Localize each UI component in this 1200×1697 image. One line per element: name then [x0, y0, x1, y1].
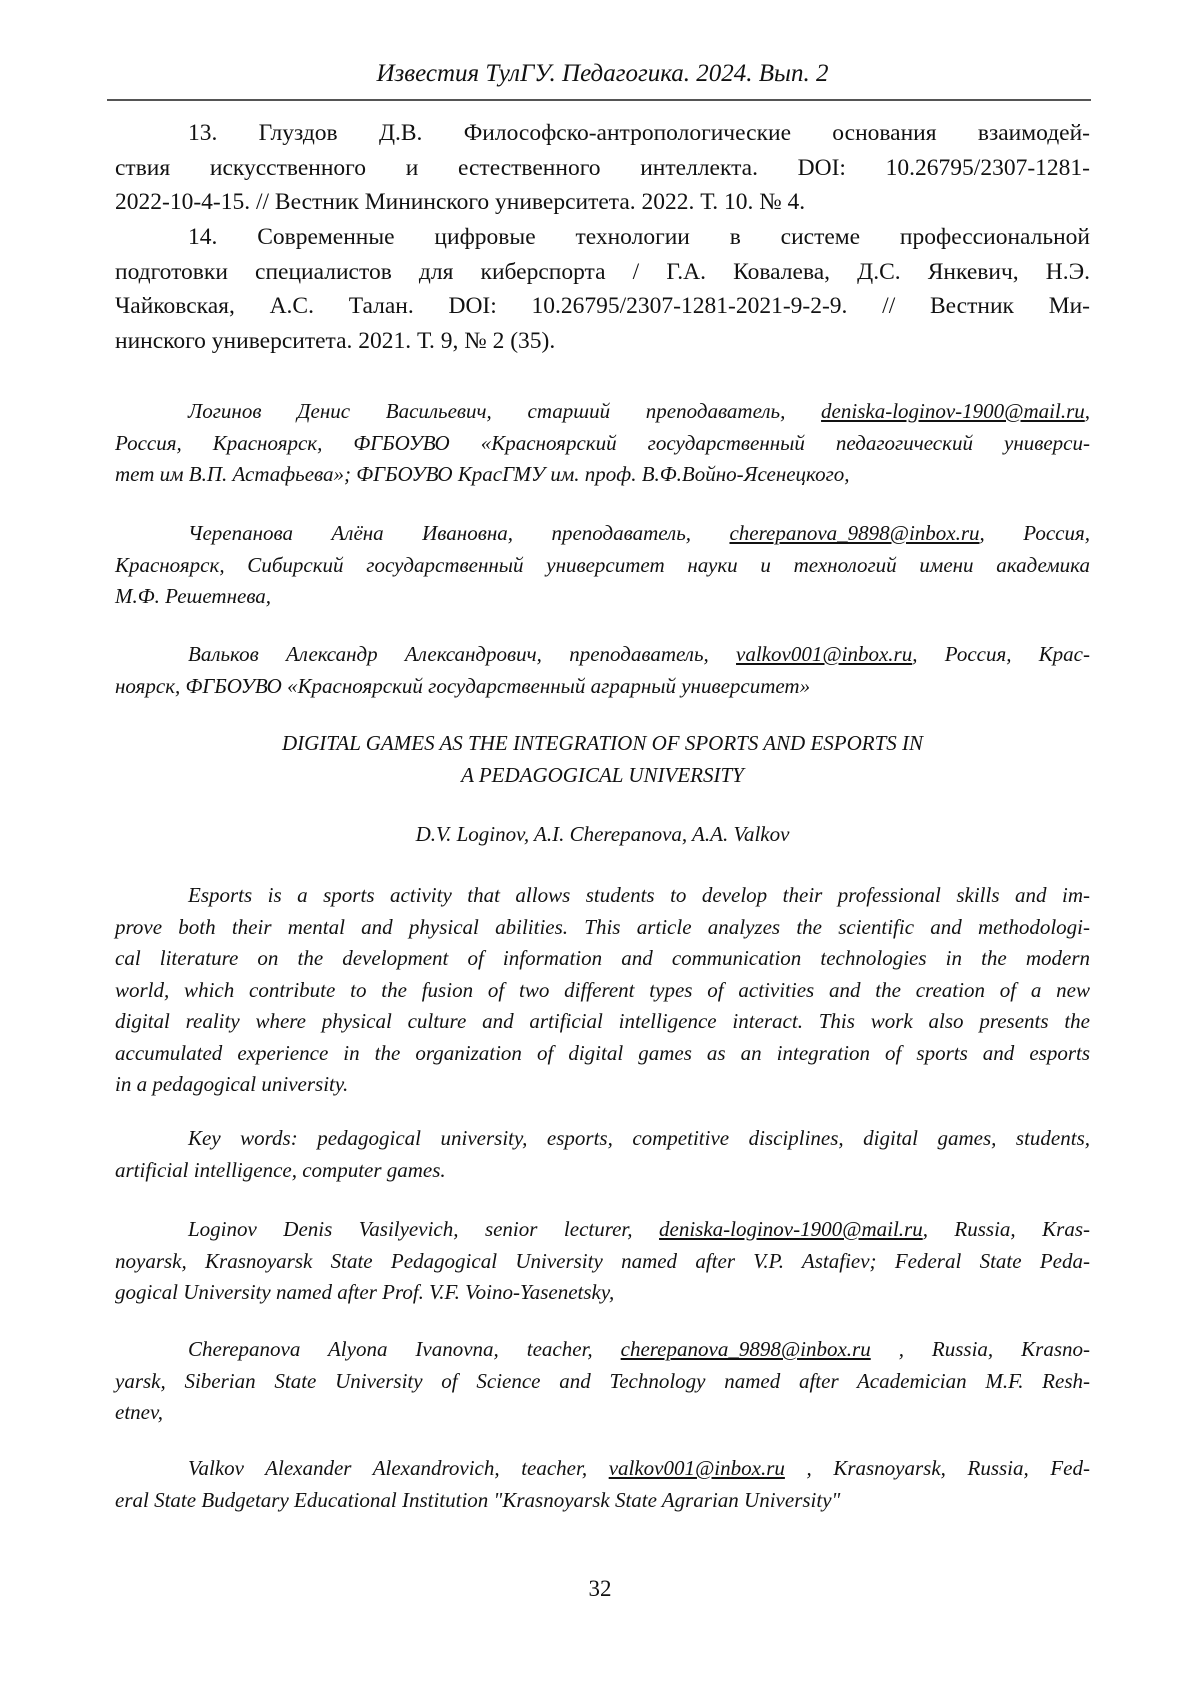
email-link[interactable]: cherepanova_9898@inbox.ru	[621, 1337, 871, 1361]
author-info-ru-loginov	[115, 396, 1090, 491]
text-segment: , Russia, Krasno-	[871, 1337, 1090, 1361]
reference-14	[115, 220, 1090, 359]
page-number: 32	[0, 1574, 1200, 1604]
text-segment: cal literature on the development of information and communication technologies in the modern	[115, 946, 1090, 970]
author-info-en-valkov	[115, 1453, 1090, 1516]
author-info-ru-valkov	[115, 639, 1090, 702]
text-segment: accumulated experience in the organization of digital games as an integration of sports and esports	[115, 1041, 1090, 1065]
text-segment: ноярск, ФГБОУВО «Красноярский государственный аграрный университет»	[115, 674, 810, 698]
text-line	[115, 581, 1090, 613]
text-segment: 14. Современные цифровые технологии в системе профессиональной	[188, 224, 1090, 250]
email-link[interactable]: deniska-loginov-1900@mail.ru	[659, 1217, 923, 1241]
text-segment: 13. Глуздов Д.В. Философско-антропологические основания взаимодей-	[188, 120, 1090, 146]
text-line	[115, 671, 1090, 703]
text-line	[115, 880, 1090, 912]
text-segment: world, which contribute to the fusion of two different types of activities and the creation of a new	[115, 978, 1090, 1002]
text-line	[115, 1038, 1090, 1070]
text-line	[115, 116, 1090, 151]
text-line	[115, 518, 1090, 550]
text-segment: ,	[1085, 399, 1090, 423]
text-segment: Cherepanova Alyona Ivanovna, teacher,	[188, 1337, 621, 1361]
text-line	[115, 1214, 1090, 1246]
text-line	[115, 255, 1090, 290]
text-segment: Россия, Красноярск, ФГБОУВО «Красноярский государственный педагогический универси-	[115, 431, 1090, 455]
text-segment: ствия искусственного и естественного интеллекта. DOI: 10.26795/2307-1281-	[115, 155, 1090, 181]
text-segment: etnev,	[115, 1400, 163, 1424]
text-line	[115, 819, 1090, 851]
text-segment: , Россия, Крас-	[912, 642, 1090, 666]
text-segment: in a pedagogical university.	[115, 1072, 348, 1096]
text-line	[115, 1123, 1090, 1155]
text-segment: 2022-10-4-15. // Вестник Мининского университета. 2022. Т. 10. № 4.	[115, 189, 805, 215]
text-segment: Key words: pedagogical university, esports, competitive disciplines, digital games, students,	[188, 1126, 1090, 1150]
article-title-en	[115, 728, 1090, 791]
text-segment: , Russia, Kras-	[923, 1217, 1090, 1241]
article-authors-en	[115, 819, 1090, 851]
text-segment: DIGITAL GAMES AS THE INTEGRATION OF SPORTS AND ESPORTS IN	[282, 731, 923, 755]
text-segment: yarsk, Siberian State University of Science and Technology named after Academician M.F. Resh-	[115, 1369, 1090, 1393]
email-link[interactable]: valkov001@inbox.ru	[609, 1456, 785, 1480]
text-line	[115, 396, 1090, 428]
text-line	[115, 324, 1090, 359]
text-line	[115, 639, 1090, 671]
text-segment: Loginov Denis Vasilyevich, senior lecturer,	[188, 1217, 659, 1241]
text-line	[115, 550, 1090, 582]
text-line	[115, 1453, 1090, 1485]
text-segment: М.Ф. Решетнева,	[115, 584, 271, 608]
text-line	[115, 459, 1090, 491]
email-link[interactable]: valkov001@inbox.ru	[736, 642, 912, 666]
text-line	[115, 220, 1090, 255]
text-segment: gogical University named after Prof. V.F. Voino-Yasenetsky,	[115, 1280, 614, 1304]
text-segment: A PEDAGOGICAL UNIVERSITY	[461, 763, 744, 787]
text-line	[115, 185, 1090, 220]
text-segment: noyarsk, Krasnoyarsk State Pedagogical University named after V.P. Astafiev; Federal State Peda-	[115, 1249, 1090, 1273]
text-segment: , Россия,	[980, 521, 1090, 545]
text-line	[115, 1334, 1090, 1366]
text-segment: Черепанова Алёна Ивановна, преподаватель,	[188, 521, 729, 545]
author-info-en-loginov	[115, 1214, 1090, 1309]
text-segment: подготовки специалистов для киберспорта / Г.А. Ковалева, Д.С. Янкевич, Н.Э.	[115, 259, 1090, 285]
keywords	[115, 1123, 1090, 1186]
abstract	[115, 880, 1090, 1101]
text-segment: D.V. Loginov, A.I. Cherepanova, A.A. Valkov	[416, 822, 790, 846]
text-segment: eral State Budgetary Educational Institution "Krasnoyarsk State Agrarian University"	[115, 1488, 840, 1512]
author-info-ru-cherepanova	[115, 518, 1090, 613]
text-segment: Valkov Alexander Alexandrovich, teacher,	[188, 1456, 609, 1480]
text-line	[115, 760, 1090, 792]
text-segment: digital reality where physical culture and artificial intelligence interact. This work also presents the	[115, 1009, 1090, 1033]
text-line	[115, 1006, 1090, 1038]
text-segment: тет им В.П. Астафьева»; ФГБОУВО КрасГМУ им. проф. В.Ф.Войно-Ясенецкого,	[115, 462, 850, 486]
text-line	[115, 1485, 1090, 1517]
text-segment: Чайковская, А.С. Талан. DOI: 10.26795/2307-1281-2021-9-2-9. // Вестник Ми-	[115, 293, 1090, 319]
text-segment: Вальков Александр Александрович, преподаватель,	[188, 642, 736, 666]
text-line	[115, 289, 1090, 324]
text-line	[115, 728, 1090, 760]
text-line	[115, 943, 1090, 975]
text-line	[115, 1277, 1090, 1309]
text-line	[115, 1069, 1090, 1101]
text-line	[115, 1155, 1090, 1187]
email-link[interactable]: cherepanova_9898@inbox.ru	[729, 521, 979, 545]
text-line	[115, 975, 1090, 1007]
text-segment: , Krasnoyarsk, Russia, Fed-	[785, 1456, 1090, 1480]
text-line	[115, 1246, 1090, 1278]
text-segment: artificial intelligence, computer games.	[115, 1158, 446, 1182]
text-segment: Esports is a sports activity that allows students to develop their professional skills and im-	[188, 883, 1090, 907]
text-line	[115, 912, 1090, 944]
header-divider	[107, 99, 1091, 101]
text-segment: нинского университета. 2021. Т. 9, № 2 (35).	[115, 328, 555, 354]
text-segment: Красноярск, Сибирский государственный университет науки и технологий имени академика	[115, 553, 1090, 577]
text-line	[115, 1397, 1090, 1429]
text-segment: Логинов Денис Васильевич, старший преподаватель,	[188, 399, 821, 423]
text-line	[115, 428, 1090, 460]
text-segment: prove both their mental and physical abilities. This article analyzes the scientific and methodologi-	[115, 915, 1090, 939]
running-header: Известия ТулГУ. Педагогика. 2024. Вып. 2	[115, 56, 1090, 92]
author-info-en-cherepanova	[115, 1334, 1090, 1429]
text-line	[115, 151, 1090, 186]
email-link[interactable]: deniska-loginov-1900@mail.ru	[821, 399, 1085, 423]
reference-13	[115, 116, 1090, 220]
text-line	[115, 1366, 1090, 1398]
